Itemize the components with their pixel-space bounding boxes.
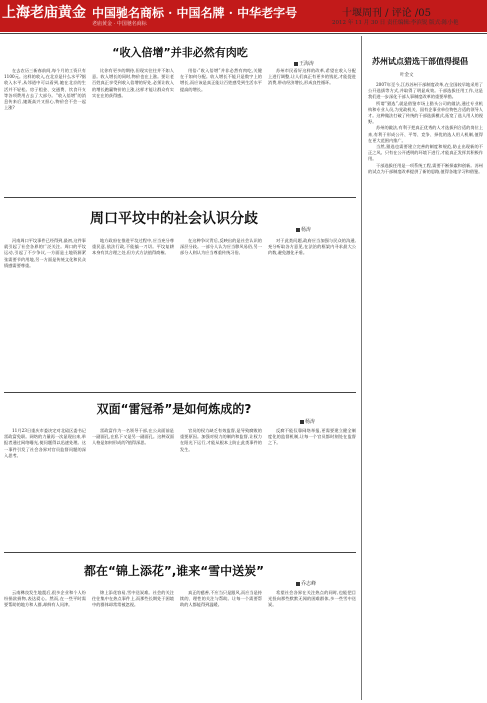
article-byline: 杨涛	[300, 418, 315, 425]
sidebar-title: 苏州试点猎选干部值得提倡	[372, 57, 468, 66]
sidebar-body	[368, 82, 483, 698]
article-column: 官员的权力缺乏有效监督,是导致腐败的重要原因。加强对权力的制约和监督,让权力在阳光下运行,才能从根本上防止此类事件的发生。	[180, 428, 262, 452]
article-column: 锦上添花容易,雪中送炭难。社会的关注往往集中在热点事件上,而那些长期处于困境中的群体却常常被忽视。	[92, 590, 174, 608]
article-column: 反腐不能仅靠网络举报,更需要建立健全制度化的监督机制,让每一个官员都时刻处在监督之下。	[268, 428, 356, 446]
sidebar-paragraph: 干部选拔任用是一项系统工程,需要不断探索和创新。苏州的试点为干部制度改革提供了新的思路,值得各地学习和借鉴。	[368, 162, 483, 174]
section-label: 十堰周刊 / 评论 /05	[342, 8, 431, 19]
article-column: 河南周口平坟事件已经得到,最初,这件事就引起了社会各界的广泛关注。周口的平坟运动,引起了不少争议,一方面是土地资源紧张需要节约用地,另一方面是传统文化和民众情感需要尊重。	[4, 238, 86, 268]
sidebar-byline: 叶金文	[400, 73, 414, 78]
article-column: 希望社会各界在关注热点的同时,也能把目光投向那些默默无闻的困难群体,多一些雪中送炭。	[268, 590, 356, 608]
article-title: 周口平坟中的社会认识分歧	[90, 211, 258, 227]
sidebar-paragraph: 苏州的做法,有利于把真正优秀的人才选拔到合适的岗位上来,有利于形成公开、平等、竞争、择优的选人用人机制,值得在更大范围内推广。	[368, 125, 483, 143]
article-rule	[4, 552, 356, 553]
article-column: 苏州市民看好这样的改革,希望在收入分配上进行调整,让人们真正有更多的钱花,才能促进消费,带动经济增长,形成良性循环。	[268, 68, 356, 86]
brand-logo: 上海老庙黄金	[2, 5, 86, 21]
edition-info: 2012 年 11 月 30 日 责任编辑:李滨锐 版式:陈小艳	[332, 20, 459, 26]
sidebar-paragraph: 所谓“猎选”,就是借鉴市场上猎头公司的做法,通过专业机构和专业人员,为党政机关、国有企事业单位物色合适的领导人才。这种做法打破了传统的干部选拔模式,拓宽了选人用人的视野。	[368, 100, 483, 125]
brand-subtext: 老庙黄金 · 中国驰名商标	[92, 21, 147, 27]
article-column: 11月23日重庆市委决定对北碚区委书记雷政富免职。网络的力量再一次显现出来,举报者通过网络曝光,使问题得以迅速处理。这一事件引发了社会各界对官员监督问题的深入思考。	[4, 428, 86, 458]
sidebar-paragraph: 2007年至今,江苏苏州干部制度改革,在全国较早地采用了公开选拔等方式,并取得了明显成效。干部选拔任用工作,这是我们进一步深化干部人事制度改革的重要举措。	[368, 82, 483, 100]
article-column: 真正的慈善,不应当只是跟风,而应当是持续的、理性的关注与帮助。让每一个需要帮助的人都能得到温暖。	[180, 590, 262, 608]
article-title: “收入倍增”并非必然有肉吃	[112, 46, 248, 59]
article-column: 用倍:“收入倍增”并非必然有肉吃,关键在于如何分配。收入增长不能只是数字上的增长,而应该是真正能让百姓感受到生活水平提高的增长。	[180, 68, 262, 92]
article-column: 在这种争议背后,反映出的是社会认识的深层分歧。一部分人认为应当移风易俗,另一部分人则认为应当尊重传统习俗。	[180, 238, 262, 256]
article-rule	[4, 392, 356, 393]
sidebar-paragraph: 当然,猎选也需要建立完善的制度和规范,防止出现新的不正之风。只有在公开透明的环境下进行,才能真正发挥其积极作用。	[368, 144, 483, 162]
article-byline: 王海涛	[294, 60, 314, 67]
article-column: 雷政富作为一名领导干部,在公众面前是一副面孔,在私下又是另一副面孔。这种双面人格是如何形成的?值得深思。	[92, 428, 174, 446]
brand-slogan: 中国驰名商标 · 中国名牌 · 中华老字号	[92, 6, 298, 20]
article-byline: 乔志峰	[296, 580, 316, 587]
article-title: 双面“雷冠希”是如何炼成的?	[96, 402, 252, 416]
article-byline: 杨涛	[296, 226, 311, 233]
header-rule	[0, 33, 487, 34]
article-column: 在去农历三新春前间,每个月的工资只有1100元。这样的收入,在北京是什么水平?据收入水平,从邻道中可以看到,她在北京的生活并不轻松。房子租金、交通费、饮食开支等各项费用占去了大部分。“收入倍增”的消息传来后,她既高兴又担心,物价会不会一起上涨?	[4, 68, 86, 111]
article-column: 云南彝良发生地震后,很多企业和个人纷纷捐款捐物,表达爱心。然而,在一些平时需要帮助的地方和人群,却鲜有人问津。	[4, 590, 86, 608]
article-column: 比你有更多的期待,但现实往往并不如人意。收入增长的同时,物价也在上涨。要让老百姓真正享受到收入倍增的好处,必须让收入的增长跑赢物价的上涨,这样才能让群众有实实在在的获得感。	[92, 68, 174, 98]
article-column: 地方政府在推进平坟过程中,应当充分尊重民意,依法行政,不能搞一刀切。平坟复耕本身有其合理之处,但方式方法值得商榷。	[92, 238, 174, 256]
sidebar-divider	[361, 36, 362, 700]
article-rule	[4, 197, 356, 198]
article-column: 对于此类问题,政府应当加强与民众的沟通,充分听取各方意见,在法治的框架内寻求最大公约数,避免激化矛盾。	[268, 238, 356, 256]
article-title: 都在“锦上添花”,谁来“雪中送炭”	[83, 564, 265, 578]
